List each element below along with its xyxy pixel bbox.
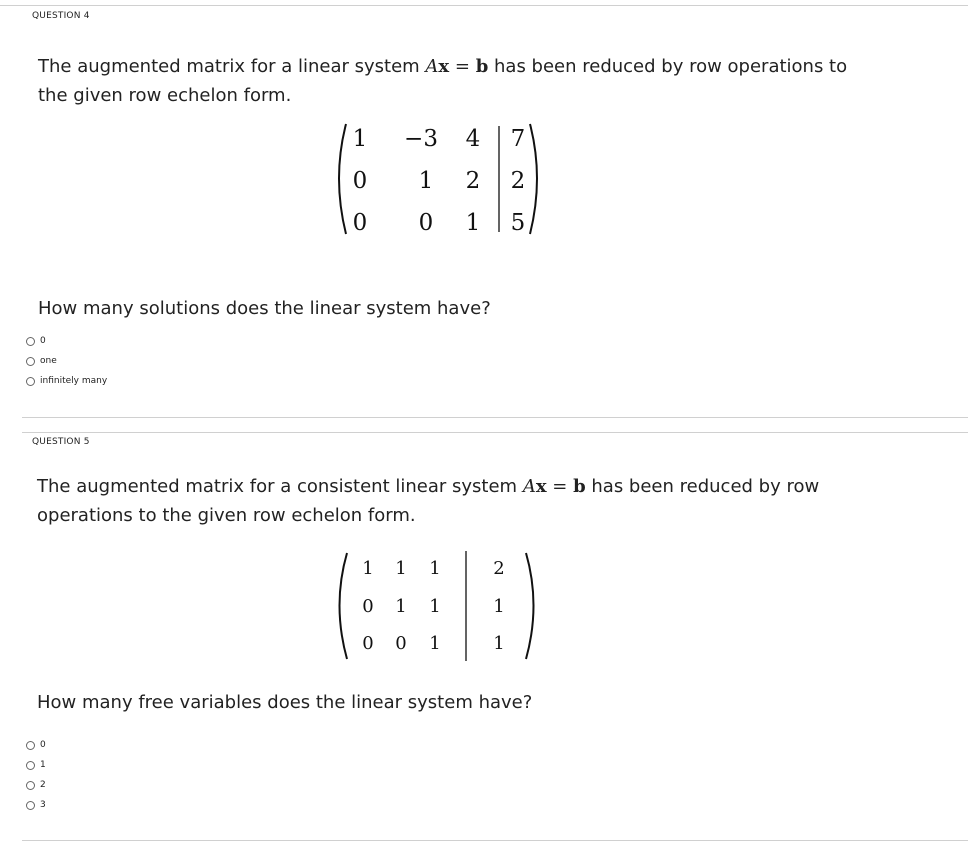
question-5-options — [26, 735, 46, 815]
matrix-cell: 1 — [493, 633, 505, 654]
matrix-left-paren — [339, 124, 346, 234]
radio-button[interactable] — [26, 781, 35, 790]
matrix-cell: 2 — [465, 168, 481, 194]
option-label: 3 — [40, 800, 46, 810]
question-4-options — [26, 331, 107, 391]
answer-option[interactable] — [26, 351, 107, 371]
matrix-cell: 2 — [493, 558, 505, 579]
matrix-cell: 1 — [429, 596, 441, 617]
matrix-cell: 1 — [352, 126, 368, 152]
radio-button[interactable] — [26, 761, 35, 770]
option-label: 0 — [40, 336, 46, 346]
divider-bottom — [22, 840, 968, 841]
matrix-cell: 1 — [465, 210, 481, 236]
question-4-text: How many solutions does the linear system have? — [38, 298, 491, 319]
question-5-augmented-matrix — [330, 547, 550, 665]
matrix-cell: 1 — [493, 596, 505, 617]
matrix-cell: 1 — [395, 558, 407, 579]
matrix-cell: 4 — [465, 126, 481, 152]
matrix-cell: 2 — [510, 168, 526, 194]
question-5-text: How many free variables does the linear system have? — [37, 692, 533, 713]
radio-button[interactable] — [26, 741, 35, 750]
question-4-prompt: The augmented matrix for a linear system Ax = b has been reduced by row operations to the given row echelon form. — [38, 56, 848, 106]
answer-option[interactable] — [26, 331, 107, 351]
question-4-label: QUESTION 4 — [32, 11, 90, 21]
matrix-cell: 1 — [362, 558, 374, 579]
option-label: 0 — [40, 740, 46, 750]
matrix-cell: 0 — [352, 210, 368, 236]
radio-button[interactable] — [26, 377, 35, 386]
option-label: one — [40, 356, 57, 366]
divider-top — [0, 5, 968, 6]
divider — [22, 432, 968, 433]
option-label: 1 — [40, 760, 46, 770]
question-5-prompt: The augmented matrix for a consistent linear system Ax = b has been reduced by row operations to the given row echelon form. — [37, 476, 820, 526]
radio-button[interactable] — [26, 801, 35, 810]
matrix-cell: 0 — [395, 633, 407, 654]
matrix-cell: 0 — [362, 633, 374, 654]
answer-option[interactable] — [26, 735, 46, 755]
divider — [22, 417, 968, 418]
question-5-label: QUESTION 5 — [32, 437, 90, 447]
answer-option[interactable] — [26, 775, 46, 795]
matrix-cell: 0 — [352, 168, 368, 194]
radio-button[interactable] — [26, 337, 35, 346]
question-4-augmented-matrix — [330, 118, 550, 240]
matrix-left-paren — [340, 553, 348, 659]
matrix-right-paren — [530, 124, 537, 234]
option-label: 2 — [40, 780, 46, 790]
answer-option[interactable] — [26, 795, 46, 815]
matrix-cell: 0 — [362, 596, 374, 617]
matrix-cell: 1 — [395, 596, 407, 617]
matrix-cell: 1 — [429, 558, 441, 579]
answer-option[interactable] — [26, 371, 107, 391]
answer-option[interactable] — [26, 755, 46, 775]
matrix-cell: −3 — [404, 126, 438, 152]
matrix-cell: 1 — [429, 633, 441, 654]
matrix-cell: 1 — [418, 168, 434, 194]
matrix-cell: 5 — [510, 210, 526, 236]
matrix-right-paren — [526, 553, 534, 659]
option-label: infinitely many — [40, 376, 108, 386]
radio-button[interactable] — [26, 357, 35, 366]
matrix-cell: 0 — [418, 210, 434, 236]
matrix-cell: 7 — [510, 126, 526, 152]
